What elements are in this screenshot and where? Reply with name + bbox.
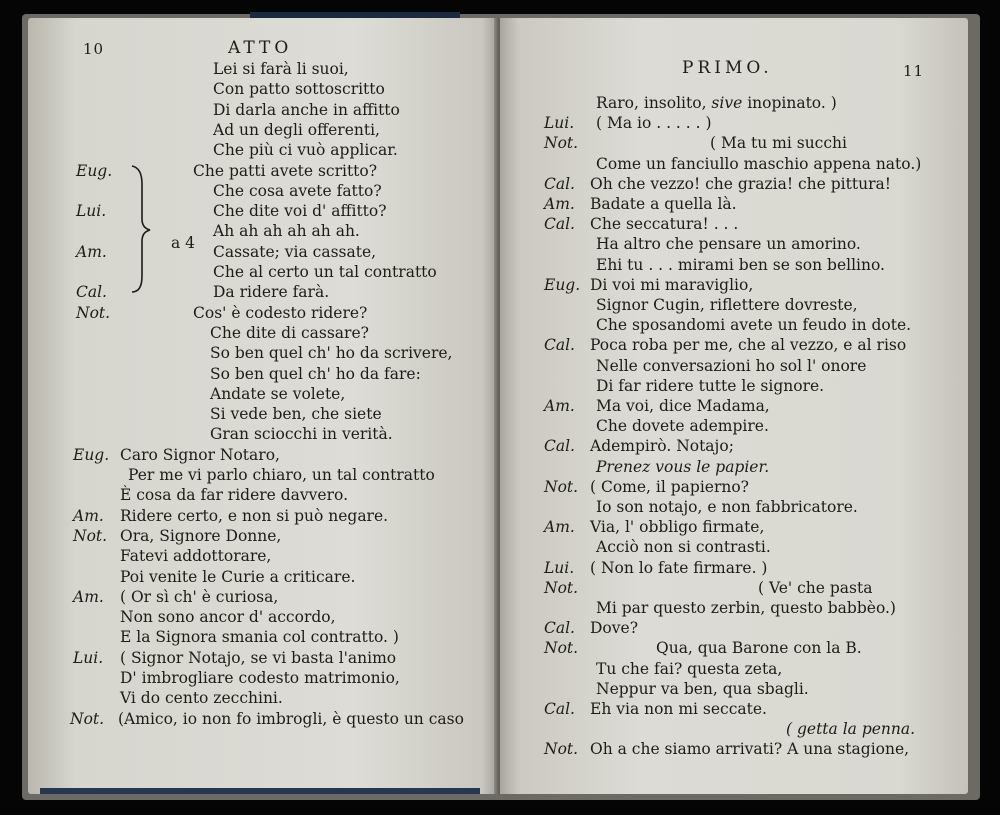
verse-line: Che seccatura! . . . [590, 215, 739, 234]
speaker-label: Not. [544, 477, 579, 496]
verse-line: Ad un degli offerenti, [213, 120, 380, 139]
page-number: 10 [83, 40, 105, 58]
verse-line: Ridere certo, e non si può negare. [120, 506, 389, 525]
speaker-label: Eug. [73, 445, 110, 464]
speaker-label: Cal. [544, 215, 575, 234]
verse-line: Che dite di cassare? [210, 323, 369, 342]
verse-line: Acciò non si contrasti. [596, 538, 771, 557]
verse-line: Con patto sottoscritto [213, 80, 385, 99]
verse-line: Qua, qua Barone con la B. [656, 639, 862, 658]
verse-line: Badate a quella là. [590, 195, 737, 213]
verse-line: ( getta la penna. [786, 720, 916, 739]
verse-line: Oh a che siamo arrivati? A una stagione, [590, 740, 910, 759]
speaker-label: Not. [544, 134, 579, 153]
ensemble-label: a 4 [171, 234, 196, 252]
speaker-label: Not. [70, 709, 105, 728]
verse-line: So ben quel ch' ho da fare: [210, 364, 421, 383]
verse-line: Che cosa avete fatto? [213, 181, 382, 200]
verse-line: Ma voi, dice Madama, [596, 397, 770, 415]
right-page [500, 18, 968, 794]
verse-line: Che più ci vuò applicar. [213, 141, 398, 160]
verse-line: Via, l' obbligo firmate, [590, 518, 765, 537]
speaker-label: Cal. [76, 283, 107, 302]
verse-line: Fatevi addottorare, [120, 547, 272, 566]
verse-line: Io son notajo, e non fabbricatore. [596, 498, 858, 516]
verse-line: E la Signora smania col contratto. ) [120, 628, 399, 647]
running-head: PRIMO. [682, 58, 773, 78]
verse-line: ( Signor Notajo, se vi basta l'animo [120, 648, 397, 667]
speaker-label: Lui. [76, 202, 107, 221]
verse-line: ( Come, il papierno? [590, 477, 749, 496]
speaker-label: Lui. [73, 648, 104, 667]
verse-line: Signor Cugin, riflettere dovreste, [596, 296, 858, 314]
speaker-label: Not. [76, 303, 111, 322]
speaker-label: Not. [544, 639, 579, 658]
verse-line: (Amico, io non fo imbrogli, è questo un caso [118, 709, 464, 728]
verse-line: Tu che fai? questa zeta, [596, 659, 783, 678]
running-head: ATTO [228, 38, 293, 58]
verse-line: Ehi tu . . . mirami ben se son bellino. [596, 255, 885, 274]
verse-line: Che dovete adempire. [596, 417, 769, 436]
speaker-label: Eug. [544, 275, 581, 294]
page-number: 11 [903, 62, 925, 80]
verse-line: Da ridere farà. [213, 283, 330, 302]
verse-line: Per me vi parlo chiaro, un tal contratto [128, 466, 435, 484]
verse-line: Di darla anche in affitto [213, 100, 400, 119]
verse-line: So ben quel ch' ho da scrivere, [210, 344, 453, 363]
verse-line: Raro, insolito, sive inopinato. ) [596, 94, 837, 112]
verse-line: Mi par questo zerbin, questo babbèo.) [596, 599, 896, 617]
speaker-label: Not. [73, 526, 108, 545]
left-page [28, 18, 496, 794]
speaker-label: Am. [76, 242, 107, 261]
verse-line: Vi do cento zecchini. [120, 689, 283, 708]
speaker-label: Cal. [544, 619, 575, 638]
speaker-label: Am. [544, 195, 575, 213]
verse-line: D' imbrogliare codesto matrimonio, [120, 669, 400, 687]
speaker-label: Lui. [544, 114, 575, 133]
speaker-label: Am. [73, 506, 104, 525]
speaker-label: Am. [544, 518, 575, 537]
speaker-label: Cal. [544, 437, 575, 456]
verse-line: Di far ridere tutte le signore. [596, 376, 825, 395]
verse-line: Eh via non mi seccate. [590, 700, 767, 718]
speaker-label: Cal. [544, 174, 575, 193]
verse-line: ( Ma tu mi succhi [710, 134, 847, 153]
verse-line: Cassate; via cassate, [213, 242, 377, 261]
speaker-label: Not. [544, 740, 579, 759]
spine-binding-bottom [40, 788, 480, 794]
verse-line: Dove? [590, 619, 638, 638]
verse-line: ( Or sì ch' è curiosa, [120, 587, 279, 606]
speaker-label: Cal. [544, 336, 575, 355]
verse-line: Di voi mi maraviglio, [590, 275, 754, 294]
verse-line: ( Non lo fate firmare. ) [590, 558, 768, 577]
verse-line: Ora, Signore Donne, [120, 526, 282, 545]
speaker-label: Lui. [544, 558, 575, 577]
ensemble-brace [128, 164, 152, 294]
verse-line: Ha altro che pensare un amorino. [596, 235, 861, 254]
verse-line: È cosa da far ridere davvero. [120, 486, 348, 505]
verse-line: Adempirò. Notajo; [590, 437, 734, 456]
verse-line: Ah ah ah ah ah ah. [213, 222, 360, 241]
verse-line: Che sposandomi avete un feudo in dote. [596, 316, 912, 335]
verse-line: Lei si farà li suoi, [213, 60, 349, 78]
speaker-label: Eug. [76, 161, 113, 180]
verse-line: Poi venite le Curie a criticare. [120, 567, 356, 586]
verse-line: Andate se volete, [210, 384, 346, 403]
verse-line: Oh che vezzo! che grazia! che pittura! [590, 174, 891, 193]
verse-line: Che patti avete scritto? [193, 161, 378, 180]
verse-line: Come un fanciullo maschio appena nato.) [596, 154, 922, 173]
speaker-label: Cal. [544, 700, 575, 718]
verse-line: Neppur va ben, qua sbagli. [596, 679, 809, 698]
verse-line: Gran sciocchi in verità. [210, 425, 393, 444]
verse-line: ( Ma io . . . . . ) [596, 114, 712, 133]
speaker-label: Not. [544, 578, 579, 597]
verse-line: Poca roba per me, che al vezzo, e al riso [590, 336, 907, 355]
verse-line: Caro Signor Notaro, [120, 445, 280, 464]
verse-line: Che dite voi d' affitto? [213, 202, 387, 221]
verse-line: Cos' è codesto ridere? [193, 303, 368, 322]
verse-line: Prenez vous le papier. [596, 457, 770, 476]
verse-line: Si vede ben, che siete [210, 405, 382, 424]
verse-line: ( Ve' che pasta [758, 578, 873, 597]
verse-line: Che al certo un tal contratto [213, 263, 437, 281]
verse-line: Nelle conversazioni ho sol l' onore [596, 356, 867, 375]
verse-line: Non sono ancor d' accordo, [120, 608, 336, 627]
speaker-label: Am. [73, 587, 104, 606]
speaker-label: Am. [544, 397, 575, 415]
